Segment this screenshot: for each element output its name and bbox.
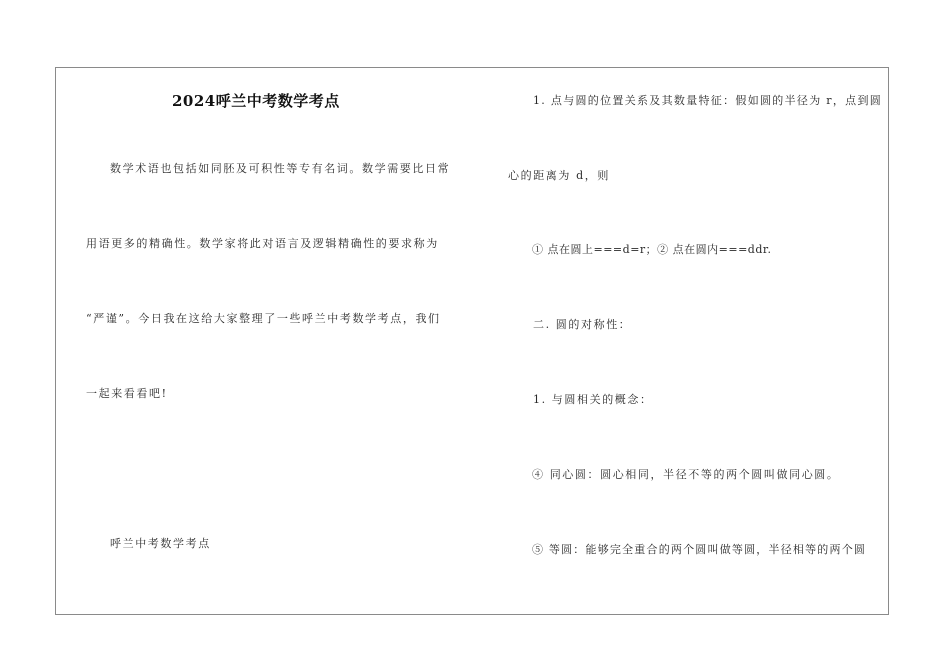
intro-line-2: 用语更多的精确性。数学家将此对语言及逻辑精确性的要求称为 xyxy=(86,237,439,250)
item-equal: ⑤ 等圆：能够完全重合的两个圆叫做等圆，半径相等的两个圆 xyxy=(532,543,867,556)
item-related: 1. 与圆相关的概念： xyxy=(533,393,653,406)
intro-line-1: 数学术语也包括如同胚及可积性等专有名词。数学需要比日常 xyxy=(110,162,451,175)
page-frame xyxy=(55,67,889,615)
document-title: 2024呼兰中考数学考点 xyxy=(172,92,340,110)
heading-two: 二. 圆的对称性： xyxy=(533,318,632,331)
section-heading: 呼兰中考数学考点 xyxy=(110,537,211,550)
item1-detail: ① 点在圆上===d=r；② 点在圆内===ddr. xyxy=(532,243,772,256)
intro-line-4: 一起来看看吧! xyxy=(86,387,168,400)
item1-line-2: 心的距离为 d，则 xyxy=(508,169,610,182)
intro-line-3: “严谨”。今日我在这给大家整理了一些呼兰中考数学考点，我们 xyxy=(86,312,441,325)
item1-line-1: 1. 点与圆的位置关系及其数量特征：假如圆的半径为 r，点到圆 xyxy=(533,94,883,107)
item-concentric: ④ 同心圆：圆心相同，半径不等的两个圆叫做同心圆。 xyxy=(532,468,840,481)
